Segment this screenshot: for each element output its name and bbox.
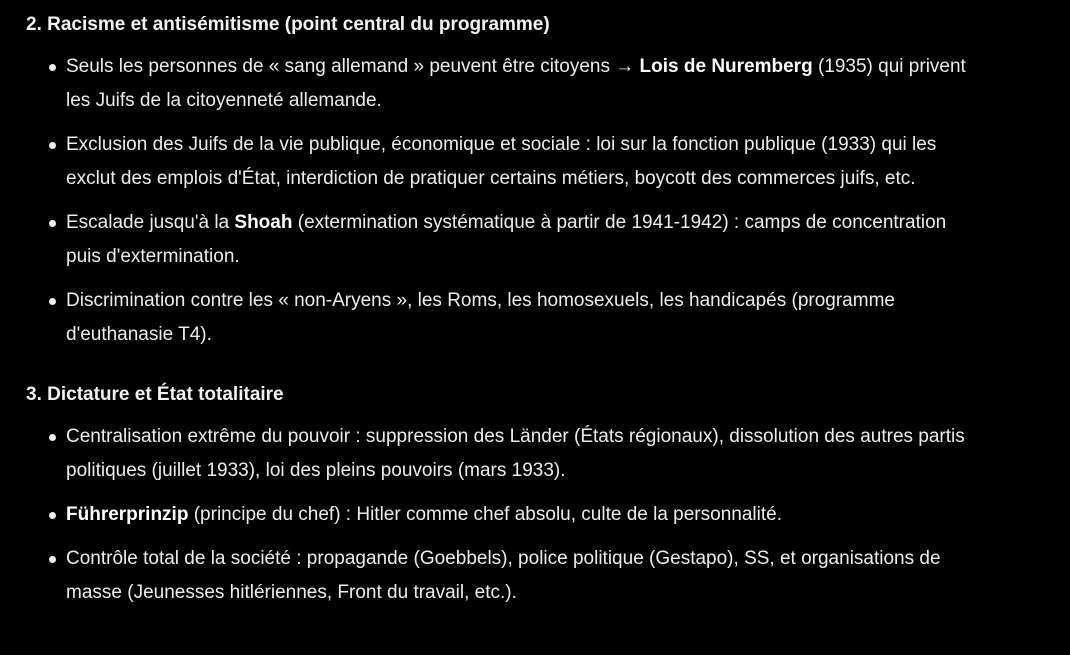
item-text: Discrimination contre les « non-Aryens », les Roms, les homosexuels, les handicapés (programme d'euthanasie T4). [66,290,895,345]
item-text: Seuls les personnes de « sang allemand » peuvent être citoyens → [66,56,640,77]
item-text: (1935) qui privent les Juifs de la citoyenneté allemande. [66,56,966,111]
chat-response-content [26,10,986,620]
item-bold-text: Lois de Nuremberg [639,56,813,77]
bullet-dot-icon [49,64,56,71]
item-text: Exclusion des Juifs de la vie publique, économique et sociale : loi sur la fonction publique (1933) qui les exclut des emplois d'État, interdiction de pratiquer certains métiers, boycott des commerces juifs, etc. [66,134,937,189]
bullet-dot-icon [49,512,56,519]
bullet-list-racisme [26,50,986,352]
list-item [26,206,978,274]
item-bold-text: Führerprinzip [66,504,189,525]
item-text: (principe du chef) : Hitler comme chef absolu, culte de la personnalité. [188,504,782,525]
bullet-dot-icon [49,298,56,305]
bullet-dot-icon [49,556,56,563]
list-item [26,542,978,610]
item-text: (extermination systématique à partir de 1941-1942) : camps de concentration puis d'extermination. [66,212,947,267]
item-text: Escalade jusqu'à la [66,212,235,233]
list-item [26,420,978,488]
list-item [26,498,978,532]
item-text: Contrôle total de la société : propagande (Goebbels), police politique (Gestapo), SS, et organisations de masse (Jeunesses hitlériennes, Front du travail, etc.). [66,548,941,603]
section-heading-racisme: 2. Racisme et antisémitisme (point central du programme) [26,14,550,35]
list-item [26,128,978,196]
item-text: Centralisation extrême du pouvoir : suppression des Länder (États régionaux), dissolution des autres partis politiques (juillet 1933), loi des pleins pouvoirs (mars 1933). [66,426,965,481]
section-heading-dictature: 3. Dictature et État totalitaire [26,384,284,405]
bullet-list-dictature [26,420,986,610]
item-bold-text: Shoah [234,212,293,233]
bullet-dot-icon [49,220,56,227]
list-item [26,284,978,352]
list-item [26,50,978,118]
bullet-dot-icon [49,142,56,149]
bullet-dot-icon [49,434,56,441]
